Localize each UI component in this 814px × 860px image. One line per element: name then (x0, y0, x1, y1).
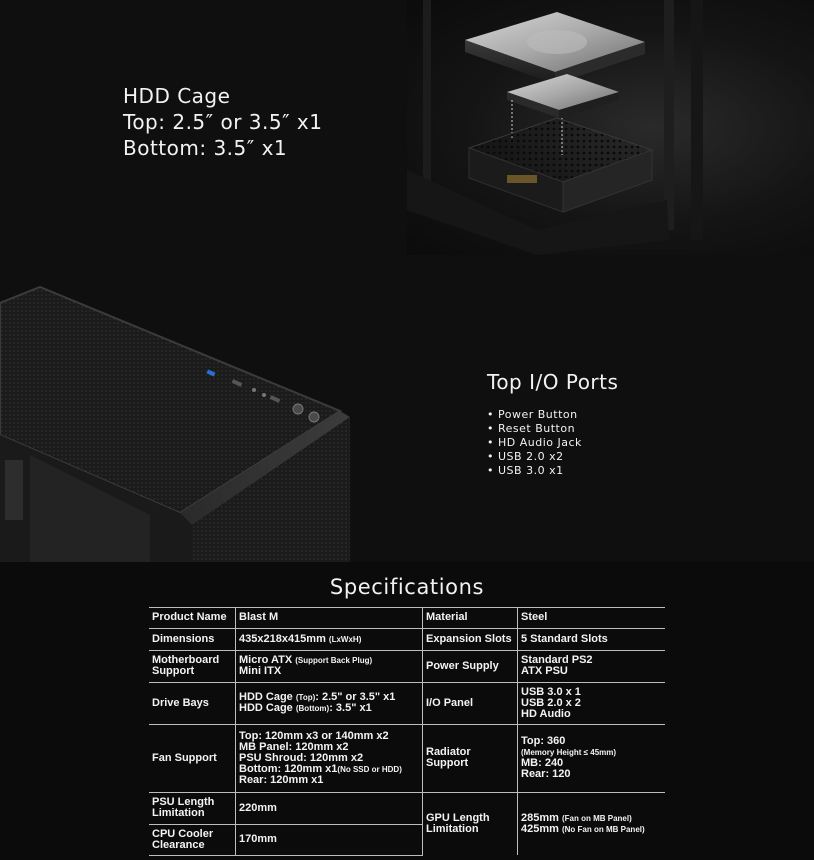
case-top-render (0, 285, 410, 562)
io-port-item: • HD Audio Jack (487, 436, 582, 450)
table-cell: GPU Length Limitation (423, 792, 518, 855)
table-cell: 435x218x415mm (LxWxH) (236, 628, 423, 650)
table-cell: I/O Panel (423, 682, 518, 724)
table-cell: Standard PS2 ATX PSU (518, 650, 666, 682)
io-port-item: • USB 3.0 x1 (487, 464, 582, 478)
hdd-cage-image (407, 0, 814, 255)
table-cell: Blast M (236, 607, 423, 628)
table-cell: Radiator Support (423, 724, 518, 792)
table-cell: Steel (518, 607, 666, 628)
table-cell: 170mm (236, 824, 423, 855)
table-cell: Expansion Slots (423, 628, 518, 650)
hdd-cage-caption (123, 83, 323, 161)
io-ports-title: Top I/O Ports (487, 370, 619, 394)
io-port-item: • Reset Button (487, 422, 582, 436)
table-cell: HDD Cage (Top): 2.5" or 3.5" x1 HDD Cage (Bottom): 3.5" x1 (236, 682, 423, 724)
table-cell: Power Supply (423, 650, 518, 682)
table-cell: Top: 120mm x3 or 140mm x2 MB Panel: 120mm x2 PSU Shroud: 120mm x2 Bottom: 120mm x1(No SSD or HDD) Rear: 120mm x1 (236, 724, 423, 792)
table-cell: Motherboard Support (149, 650, 236, 682)
table-row (149, 650, 665, 682)
table-cell: Dimensions (149, 628, 236, 650)
table-cell: Fan Support (149, 724, 236, 792)
spec-table (149, 607, 665, 856)
table-cell: Product Name (152, 610, 227, 623)
io-port-item: • Power Button (487, 408, 582, 422)
table-cell: PSU Length Limitation (149, 792, 236, 824)
io-ports-list (487, 408, 582, 478)
table-cell: Micro ATX (Support Back Plug) Mini ITX (236, 650, 423, 682)
table-row (149, 682, 665, 724)
io-port-item: • USB 2.0 x2 (487, 450, 582, 464)
table-cell: 220mm (236, 792, 423, 824)
table-row (149, 607, 665, 628)
specifications-title: Specifications (329, 575, 485, 599)
hdd-cage-title: HDD Cage (123, 84, 231, 108)
table-row (149, 724, 665, 792)
hdd-cage-bottom: Bottom: 3.5″ x1 (123, 136, 288, 160)
table-cell: 5 Standard Slots (518, 628, 666, 650)
table-cell: USB 3.0 x 1 USB 2.0 x 2 HD Audio (518, 682, 666, 724)
table-cell: Material (423, 607, 518, 628)
table-row (149, 628, 665, 650)
table-cell: CPU Cooler Clearance (149, 824, 236, 855)
hdd-cage-top: Top: 2.5″ or 3.5″ x1 (123, 110, 323, 134)
hdd-cage-render (407, 0, 814, 255)
case-top-io-image (0, 285, 410, 562)
table-cell: 285mm (Fan on MB Panel) 425mm (No Fan on MB Panel) (518, 792, 666, 855)
table-cell: Top: 360 (Memory Height ≤ 45mm) MB: 240 Rear: 120 (518, 724, 666, 792)
table-row (149, 792, 665, 824)
table-cell: Drive Bays (149, 682, 236, 724)
